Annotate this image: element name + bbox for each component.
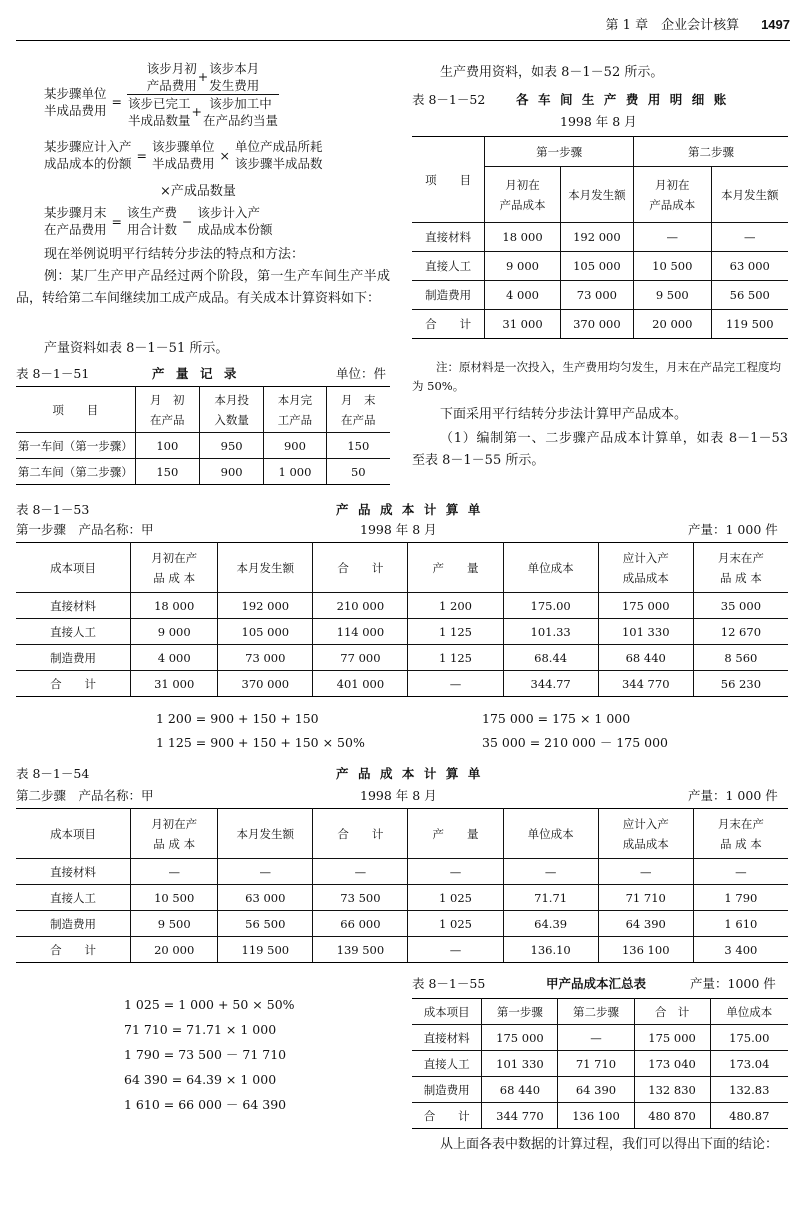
table-row	[412, 281, 788, 310]
para-intro: 现在举例说明平行结转分步法的特点和方法：	[44, 247, 305, 262]
t52-h-month1: 本月发生额	[560, 167, 633, 223]
t55-r3-c0: 合 计	[412, 1103, 482, 1129]
calc54-l4: 1 610 = 66 000 － 64 390	[124, 1097, 287, 1112]
t51-unit: 单位：件	[336, 366, 387, 381]
t51-r0-c3: 900	[264, 433, 326, 459]
formula3-r-b: 成品成本份额	[197, 222, 273, 237]
table-row	[16, 859, 788, 885]
t53-r2-c1: 4 000	[131, 645, 218, 671]
calc53-r1: 175 000 = 175 × 1 000	[482, 711, 631, 726]
para-conclusion: 从上面各表中数据的计算过程，我们可以得出下面的结论：	[440, 1137, 779, 1152]
page-number: 1497	[761, 17, 790, 32]
t53-r2-c0: 制造费用	[16, 645, 131, 671]
table-row	[412, 1025, 788, 1051]
t52-r3-c1: 31 000	[485, 310, 560, 339]
t51-r0-c1: 100	[135, 433, 199, 459]
t54-r1-c5: 71.71	[503, 885, 598, 911]
t53-r0-c5: 175.00	[503, 593, 598, 619]
t52-h-begin2b: 产品成本	[649, 197, 696, 212]
t51-r1-c2: 900	[199, 459, 263, 485]
t52-r3-c4: 119 500	[711, 310, 788, 339]
t55-r1-c4: 173.04	[710, 1051, 788, 1077]
t54-r3-c4: —	[408, 937, 503, 963]
calc53-l1: 1 200 = 900 + 150 + 150	[156, 711, 319, 726]
t54-h2: 本月发生额	[218, 809, 313, 859]
t51-h-4b: 在产品	[341, 412, 376, 427]
t53-r1-c4: 1 125	[408, 619, 503, 645]
t54-r1-c1: 10 500	[131, 885, 218, 911]
t53-h1a: 月初在产	[151, 550, 198, 565]
t54-r1-c7: 1 790	[693, 885, 788, 911]
para-example: 例：某厂生产甲产品经过两个阶段，第一生产车间生产半成品，转给第二车间继续加工成产成品。有关成本计算资料如下：	[16, 269, 390, 306]
t54-h4: 产 量	[408, 809, 503, 859]
t52-r2-c2: 73 000	[560, 281, 633, 310]
table-cost-detail	[412, 136, 788, 339]
formula3-label-a: 某步骤月末	[44, 205, 107, 220]
t54-h0: 成本项目	[16, 809, 131, 859]
formula-month-end-wip: 某步骤月末 在产品费用 = 该生产费 用合计数 − 该步计入产 成品成本份额	[44, 205, 273, 237]
t54-r0-c4: —	[408, 859, 503, 885]
t53-r1-c3: 114 000	[313, 619, 408, 645]
t55-r2-c0: 制造费用	[412, 1077, 482, 1103]
calc54-l0: 1 025 = 1 000 + 50 × 50%	[124, 997, 295, 1012]
formula-unit-semi-cost: 某步骤单位 半成品费用 = 该步月初 产品费用+该步本月 发生费用 该步已完工 半成品数量+该步加工中 在产品约当量	[44, 61, 278, 128]
calc54-l3: 64 390 = 64.39 × 1 000	[124, 1072, 277, 1087]
t54-r2-c0: 制造费用	[16, 911, 131, 937]
t55-id: 表 8－1－55	[412, 976, 486, 991]
t53-id: 表 8－1－53	[16, 502, 90, 517]
t54-r2-c3: 66 000	[313, 911, 408, 937]
table-row	[16, 433, 390, 459]
page-header	[0, 14, 790, 33]
t51-h-3a: 本月完	[277, 392, 313, 407]
formula1-den-a: 该步已完工	[127, 96, 191, 111]
t55-r3-c2: 136 100	[558, 1103, 634, 1129]
t53-step: 第一步骤 产品名称：甲	[16, 522, 154, 537]
t54-r0-c3: —	[313, 859, 408, 885]
t53-qty: 产量：1 000 件	[688, 522, 778, 537]
t54-r2-c1: 9 500	[131, 911, 218, 937]
table-row	[16, 937, 788, 963]
table-qty-record	[16, 386, 390, 485]
table-row	[16, 593, 788, 619]
formula2-label-a: 某步骤应计入产	[44, 139, 132, 154]
formula2-r-b: 该步骤半成品数	[234, 156, 323, 171]
formula2-m-a: 该步骤单位	[151, 139, 215, 154]
t55-h1: 第一步骤	[482, 999, 558, 1025]
t55-r0-c1: 175 000	[482, 1025, 558, 1051]
header-rule	[16, 40, 790, 41]
t54-r3-c5: 136.10	[503, 937, 598, 963]
t52-r0-c2: 192 000	[560, 223, 633, 252]
t54-r1-c2: 63 000	[218, 885, 313, 911]
t55-r2-c2: 64 390	[558, 1077, 634, 1103]
table-cost-step2	[16, 808, 788, 963]
table-row	[412, 1103, 788, 1129]
calc54-l2: 1 790 = 73 500 － 71 710	[124, 1047, 287, 1062]
t53-r1-c7: 12 670	[693, 619, 788, 645]
t53-title: 产 品 成 本 计 算 单	[336, 503, 484, 517]
formula1-num-b: 该步本月	[209, 61, 260, 76]
t55-r3-c1: 344 770	[482, 1103, 558, 1129]
t53-r2-c5: 68.44	[503, 645, 598, 671]
para-qty-ref: 产量资料如表 8－1－51 所示。	[44, 341, 229, 356]
t51-h-4a: 月 末	[341, 392, 376, 407]
t52-r1-c3: 10 500	[634, 252, 711, 281]
t51-id: 表 8－1－51	[16, 366, 90, 381]
t52-r1-c4: 63 000	[711, 252, 788, 281]
t54-r1-c4: 1 025	[408, 885, 503, 911]
t52-h-item: 项 目	[412, 137, 485, 223]
calc54-l1: 71 710 = 71.71 × 1 000	[124, 1022, 277, 1037]
para-method: 下面采用平行结转分步法计算甲产品成本。	[440, 407, 688, 422]
table-row	[16, 459, 390, 485]
t54-r0-c0: 直接材料	[16, 859, 131, 885]
t53-r1-c5: 101.33	[503, 619, 598, 645]
t54-r3-c0: 合 计	[16, 937, 131, 963]
t53-r1-c6: 101 330	[598, 619, 693, 645]
t51-title: 产 量 记 录	[152, 367, 241, 381]
t54-r0-c1: —	[131, 859, 218, 885]
t55-r0-c2: —	[558, 1025, 634, 1051]
t52-r3-c2: 370 000	[560, 310, 633, 339]
t55-h3: 合 计	[634, 999, 710, 1025]
t54-title: 产 品 成 本 计 算 单	[336, 767, 484, 781]
t51-h-1b: 在产品	[150, 412, 185, 427]
t52-h-begin1a: 月初在	[505, 177, 540, 192]
formula1-den-b2: 在产品约当量	[202, 113, 278, 128]
t52-h-step1: 第一步骤	[485, 137, 634, 167]
formula1-label-a: 某步骤单位	[44, 85, 107, 101]
t53-r0-c2: 192 000	[218, 593, 313, 619]
t52-r2-c1: 4 000	[485, 281, 560, 310]
t53-r1-c1: 9 000	[131, 619, 218, 645]
t53-r3-c7: 56 230	[693, 671, 788, 697]
t53-r3-c0: 合 计	[16, 671, 131, 697]
t53-h7a: 月末在产	[717, 550, 764, 565]
t51-r0-c4: 150	[326, 433, 390, 459]
t54-r0-c6: —	[598, 859, 693, 885]
t55-r3-c4: 480.87	[710, 1103, 788, 1129]
t54-h1a: 月初在产	[151, 816, 198, 831]
t54-h6a: 应计入产	[622, 816, 669, 831]
calc53-l2: 1 125 = 900 + 150 + 150 × 50%	[156, 735, 365, 750]
formula1-label-b: 半成品费用	[44, 102, 107, 118]
t53-r3-c2: 370 000	[218, 671, 313, 697]
t51-r1-c0: 第二车间（第二步骤）	[16, 459, 135, 485]
table-row	[412, 310, 788, 339]
t51-h-1a: 月 初	[150, 392, 185, 407]
formula1-num-a2: 产品费用	[146, 78, 197, 93]
t53-r0-c3: 210 000	[313, 593, 408, 619]
t52-r2-c0: 制造费用	[412, 281, 485, 310]
t51-h-item: 项 目	[16, 387, 135, 433]
t54-h6b: 成品成本	[622, 836, 669, 851]
t54-r3-c6: 136 100	[598, 937, 693, 963]
formula1-num-a: 该步月初	[146, 61, 197, 76]
t54-r3-c1: 20 000	[131, 937, 218, 963]
formula1-den-a2: 半成品数量	[127, 113, 191, 128]
formula1-num-b2: 发生费用	[209, 78, 260, 93]
table-cost-summary	[412, 998, 788, 1129]
t53-r0-c0: 直接材料	[16, 593, 131, 619]
table-row	[412, 1077, 788, 1103]
t53-r2-c7: 8 560	[693, 645, 788, 671]
t53-r2-c2: 73 000	[218, 645, 313, 671]
t54-r3-c3: 139 500	[313, 937, 408, 963]
t52-date: 1998 年 8 月	[560, 114, 637, 129]
t54-r2-c4: 1 025	[408, 911, 503, 937]
t53-h5: 单位成本	[503, 543, 598, 593]
t55-r0-c3: 175 000	[634, 1025, 710, 1051]
t53-h0: 成本项目	[16, 543, 131, 593]
t54-h7b: 品 成 本	[719, 836, 762, 851]
table-row	[412, 1051, 788, 1077]
t55-h0: 成本项目	[412, 999, 482, 1025]
t51-h-3b: 工产品	[277, 412, 313, 427]
t55-r2-c4: 132.83	[710, 1077, 788, 1103]
t53-h7b: 品 成 本	[719, 570, 762, 585]
t51-r0-c2: 950	[199, 433, 263, 459]
t53-r0-c4: 1 200	[408, 593, 503, 619]
t52-r1-c0: 直接人工	[412, 252, 485, 281]
t54-r3-c7: 3 400	[693, 937, 788, 963]
t53-r0-c7: 35 000	[693, 593, 788, 619]
t52-r2-c3: 9 500	[634, 281, 711, 310]
t52-r0-c4: —	[711, 223, 788, 252]
t55-r0-c0: 直接材料	[412, 1025, 482, 1051]
t54-r0-c5: —	[503, 859, 598, 885]
formula3-m-a: 该生产费	[126, 205, 177, 220]
t53-r0-c1: 18 000	[131, 593, 218, 619]
t52-r0-c3: —	[634, 223, 711, 252]
table-row	[412, 223, 788, 252]
para-step-ref: （1）编制第一、二步骤产品成本计算单，如表 8－1－53 至表 8－1－55 所示。	[412, 431, 788, 468]
t51-h-2b: 入数量	[214, 412, 249, 427]
t55-h2: 第二步骤	[558, 999, 634, 1025]
formula2-tail: ×产成品数量	[160, 184, 236, 199]
t54-r2-c6: 64 390	[598, 911, 693, 937]
t53-r3-c3: 401 000	[313, 671, 408, 697]
t51-r0-c0: 第一车间（第一步骤）	[16, 433, 135, 459]
t55-r1-c1: 101 330	[482, 1051, 558, 1077]
chapter-title: 第 1 章 企业会计核算	[605, 18, 740, 33]
t52-h-begin1b: 产品成本	[499, 197, 546, 212]
t51-h-2a: 本月投	[214, 392, 249, 407]
t54-date: 1998 年 8 月	[360, 788, 437, 803]
t55-r1-c2: 71 710	[558, 1051, 634, 1077]
t52-h-step2: 第二步骤	[634, 137, 788, 167]
note-t52: 注：原材料是一次投入，生产费用均匀发生，月末在产品完工程度均为 50%。	[412, 360, 781, 393]
t54-h3: 合 计	[313, 809, 408, 859]
t54-r0-c7: —	[693, 859, 788, 885]
t55-r2-c1: 68 440	[482, 1077, 558, 1103]
t52-r2-c4: 56 500	[711, 281, 788, 310]
t54-qty: 产量：1 000 件	[688, 788, 778, 803]
table-row	[16, 645, 788, 671]
t53-r0-c6: 175 000	[598, 593, 693, 619]
t53-r1-c2: 105 000	[218, 619, 313, 645]
formula1-fraction: 该步月初 产品费用+该步本月 发生费用 该步已完工 半成品数量+该步加工中 在产品约当量	[127, 61, 278, 128]
t52-title: 各 车 间 生 产 费 用 明 细 账	[516, 93, 730, 107]
t53-h2: 本月发生额	[218, 543, 313, 593]
t52-h-begin2a: 月初在	[655, 177, 690, 192]
table-row	[16, 671, 788, 697]
t53-r2-c4: 1 125	[408, 645, 503, 671]
t52-h-month2: 本月发生额	[711, 167, 788, 223]
t55-qty: 产量：1000 件	[690, 976, 776, 991]
t54-r2-c2: 56 500	[218, 911, 313, 937]
t52-r3-c3: 20 000	[634, 310, 711, 339]
formula3-m-b: 用合计数	[126, 222, 177, 237]
t53-h6a: 应计入产	[622, 550, 669, 565]
para-cost-ref: 生产费用资料，如表 8－1－52 所示。	[440, 65, 664, 80]
t52-r0-c0: 直接材料	[412, 223, 485, 252]
t54-r1-c3: 73 500	[313, 885, 408, 911]
formula3-r-a: 该步计入产	[197, 205, 260, 220]
t53-h4: 产 量	[408, 543, 503, 593]
t54-r2-c7: 1 610	[693, 911, 788, 937]
t54-r1-c6: 71 710	[598, 885, 693, 911]
formula3-label-b: 在产品费用	[44, 222, 107, 237]
t54-r1-c0: 直接人工	[16, 885, 131, 911]
table-row	[16, 885, 788, 911]
t53-r3-c4: —	[408, 671, 503, 697]
t54-r2-c5: 64.39	[503, 911, 598, 937]
t53-r3-c6: 344 770	[598, 671, 693, 697]
t51-r1-c3: 1 000	[264, 459, 326, 485]
t54-id: 表 8－1－54	[16, 766, 90, 781]
t52-r1-c1: 9 000	[485, 252, 560, 281]
table-cost-step1	[16, 542, 788, 697]
t53-date: 1998 年 8 月	[360, 522, 437, 537]
t53-r2-c3: 77 000	[313, 645, 408, 671]
formula1-den-b: 该步加工中	[209, 96, 272, 111]
t54-r0-c2: —	[218, 859, 313, 885]
formula2-m-b: 半成品费用	[151, 156, 215, 171]
table-row	[412, 252, 788, 281]
t52-r1-c2: 105 000	[560, 252, 633, 281]
t55-r1-c0: 直接人工	[412, 1051, 482, 1077]
t54-r3-c2: 119 500	[218, 937, 313, 963]
table-row	[16, 619, 788, 645]
formula2-r-a: 单位产成品所耗	[234, 139, 323, 154]
t55-r0-c4: 175.00	[710, 1025, 788, 1051]
t52-r0-c1: 18 000	[485, 223, 560, 252]
t55-title: 甲产品成本汇总表	[546, 977, 647, 991]
calc53-r2: 35 000 = 210 000 － 175 000	[482, 735, 668, 750]
t53-r2-c6: 68 440	[598, 645, 693, 671]
t55-r1-c3: 173 040	[634, 1051, 710, 1077]
t55-r3-c3: 480 870	[634, 1103, 710, 1129]
table-row	[16, 911, 788, 937]
formula2-label-b: 成品成本的份额	[44, 156, 132, 171]
t54-h5: 单位成本	[503, 809, 598, 859]
t52-r3-c0: 合 计	[412, 310, 485, 339]
t54-h7a: 月末在产	[717, 816, 764, 831]
t52-id: 表 8－1－52	[412, 92, 486, 107]
t53-r1-c0: 直接人工	[16, 619, 131, 645]
t53-r3-c5: 344.77	[503, 671, 598, 697]
t53-h1b: 品 成 本	[153, 570, 196, 585]
t51-r1-c4: 50	[326, 459, 390, 485]
t55-r2-c3: 132 830	[634, 1077, 710, 1103]
t51-r1-c1: 150	[135, 459, 199, 485]
t53-h3: 合 计	[313, 543, 408, 593]
t53-h6b: 成品成本	[622, 570, 669, 585]
t55-h4: 单位成本	[710, 999, 788, 1025]
t53-r3-c1: 31 000	[131, 671, 218, 697]
t54-h1b: 品 成 本	[153, 836, 196, 851]
t54-step: 第二步骤 产品名称：甲	[16, 788, 154, 803]
formula-share-of-finished: 某步骤应计入产 成品成本的份额 = 该步骤单位 半成品费用 × 单位产成品所耗 该步骤半成品数	[44, 139, 323, 171]
